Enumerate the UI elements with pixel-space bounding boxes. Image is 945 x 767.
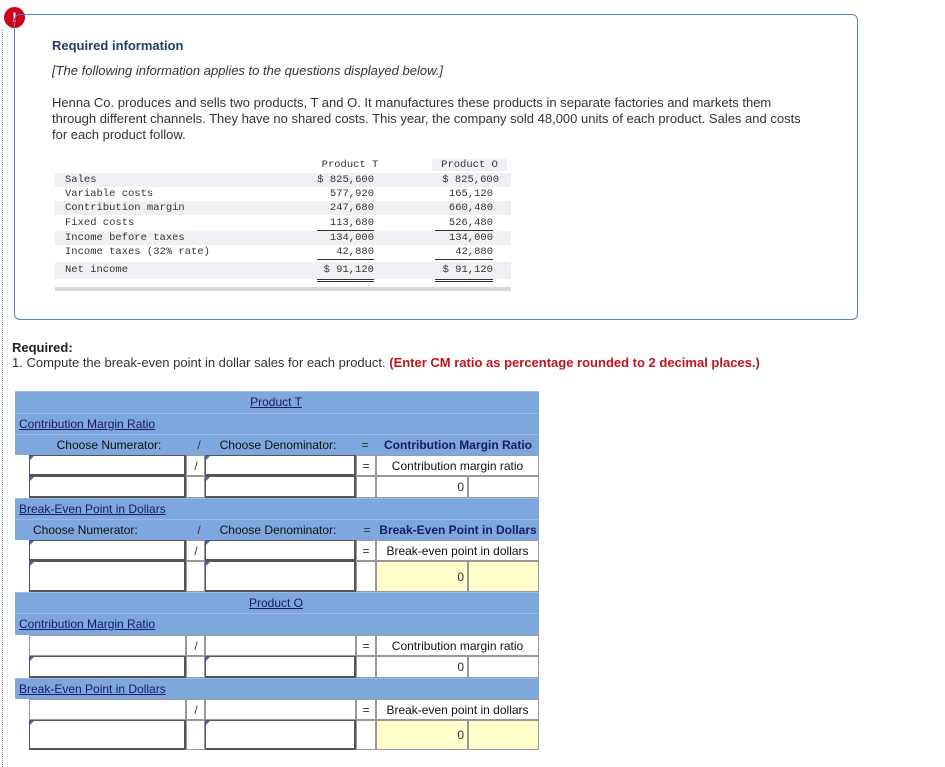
- dropdown-marker-icon: [206, 721, 210, 725]
- blank-cell: [186, 476, 205, 498]
- dropdown-marker-icon: [30, 477, 34, 481]
- product-t-value: 247,680: [329, 202, 374, 214]
- divide-symbol: /: [194, 544, 198, 558]
- row-label: Fixed costs: [65, 217, 135, 229]
- product-t-value: $ 91,120: [317, 262, 374, 282]
- cm-ratio-value: 0: [457, 480, 464, 494]
- dropdown-marker-icon: [30, 456, 34, 460]
- cm-denominator-select-t[interactable]: [205, 455, 356, 476]
- question-note: (Enter CM ratio as percentage rounded to 2 decimal places.): [389, 355, 760, 370]
- divide-symbol: /: [194, 703, 198, 717]
- be-denominator-select-t[interactable]: [205, 540, 356, 561]
- product-t-value: 134,000: [329, 232, 374, 244]
- cm-ratio-title-t: Contribution Margin Ratio: [19, 417, 156, 431]
- table-row: [55, 173, 511, 187]
- equals-symbol: =: [362, 703, 370, 717]
- blank-cell: [186, 561, 205, 592]
- question-prefix: 1. Compute the break-even point in dollar sales for each product.: [12, 355, 386, 370]
- question-text: [12, 355, 760, 370]
- left-dotted-guide: [2, 30, 3, 767]
- dropdown-marker-icon: [30, 721, 34, 725]
- equals-symbol: =: [362, 544, 370, 558]
- cm-denominator-input-o[interactable]: [205, 656, 356, 678]
- be-numerator-select-t[interactable]: [29, 540, 186, 561]
- blank-cell: [356, 656, 376, 678]
- alert-icon: !: [4, 7, 25, 28]
- table-row: [55, 216, 511, 230]
- equals-symbol: =: [362, 459, 370, 473]
- cm-denominator-blank-o: [205, 635, 356, 656]
- table-row: [55, 262, 511, 279]
- dropdown-marker-icon: [206, 657, 210, 661]
- divide-symbol: /: [194, 459, 198, 473]
- dropdown-marker-icon: [206, 456, 210, 460]
- cm-numerator-input-o[interactable]: [29, 656, 186, 678]
- choose-denominator-label: Choose Denominator:: [219, 523, 337, 537]
- blank-cell: [468, 720, 539, 750]
- product-o-value: $ 825,600: [442, 174, 499, 186]
- equals-symbol: =: [362, 639, 370, 653]
- be-denominator-input-o[interactable]: [205, 720, 356, 750]
- table-row: [55, 231, 511, 245]
- table-bottom-rule: [55, 287, 511, 291]
- dropdown-marker-icon: [206, 562, 210, 566]
- be-title-t: Break-Even Point in Dollars: [19, 502, 166, 516]
- blank-cell: [468, 561, 539, 592]
- blank-cell: [356, 476, 376, 498]
- choose-numerator-label: Choose Numerator:: [56, 438, 162, 452]
- row-label: Income taxes (32% rate): [65, 246, 210, 258]
- row-label: Income before taxes: [65, 232, 185, 244]
- dropdown-marker-icon: [30, 657, 34, 661]
- cm-numerator-blank-o: [29, 635, 186, 656]
- cm-denominator-input-t[interactable]: [205, 476, 356, 498]
- product-o-value: 134,000: [448, 232, 493, 244]
- row-label: Contribution margin: [65, 202, 185, 214]
- blank-cell: [468, 656, 539, 678]
- product-o-value: 526,480: [435, 216, 493, 231]
- dropdown-marker-icon: [30, 562, 34, 566]
- divide-symbol: /: [197, 523, 201, 537]
- column-header-product-t: Product T: [321, 159, 379, 171]
- be-result-label-o: Break-even point in dollars: [386, 703, 529, 717]
- choose-numerator-label: Choose Numerator:: [33, 523, 138, 537]
- cm-ratio-header: Contribution Margin Ratio: [384, 438, 532, 452]
- product-o-value: 42,880: [435, 245, 493, 260]
- cm-ratio-title-o: Contribution Margin Ratio: [19, 617, 156, 631]
- divide-symbol: /: [194, 639, 198, 653]
- cm-ratio-result-label-o: Contribution margin ratio: [391, 639, 524, 653]
- blank-cell: [356, 561, 376, 592]
- be-value-o: 0: [457, 728, 464, 742]
- required-heading: Required:: [12, 340, 73, 355]
- financial-statement: [55, 159, 511, 291]
- dropdown-marker-icon: [206, 477, 210, 481]
- be-value: 0: [457, 570, 464, 584]
- product-t-value: 577,920: [317, 187, 374, 202]
- blank-cell: [186, 720, 205, 750]
- product-t-value: $ 825,600: [317, 174, 374, 186]
- cm-numerator-input-t[interactable]: [29, 476, 186, 498]
- be-header: Break-Even Point in Dollars: [379, 523, 537, 537]
- equals-symbol: =: [363, 523, 371, 537]
- cm-ratio-result-label: Contribution margin ratio: [391, 459, 524, 473]
- product-o-value: 165,120: [435, 187, 493, 202]
- blank-cell: [186, 656, 205, 678]
- column-header-product-o: Product O: [432, 159, 507, 171]
- row-label: Variable costs: [65, 188, 154, 200]
- required-information-title: Required information: [52, 38, 184, 53]
- cm-ratio-value-o: 0: [457, 660, 464, 674]
- product-t-title: Product T: [250, 395, 302, 409]
- table-row: [55, 187, 511, 201]
- blank-cell: [356, 720, 376, 750]
- equals-symbol: =: [361, 438, 369, 452]
- be-numerator-input-t[interactable]: [29, 561, 186, 592]
- be-denominator-input-t[interactable]: [205, 561, 356, 592]
- product-t-value: 42,880: [317, 245, 374, 260]
- row-label: Net income: [65, 264, 129, 276]
- row-label: Sales: [65, 174, 97, 186]
- divide-symbol: /: [197, 438, 201, 452]
- be-result-label: Break-even point in dollars: [386, 544, 529, 558]
- product-o-value: $ 91,120: [435, 262, 493, 282]
- applies-note: [The following information applies to the questions displayed below.]: [52, 63, 443, 78]
- be-denominator-blank-o: [205, 699, 356, 720]
- product-t-value: 113,680: [317, 216, 374, 231]
- choose-denominator-label: Choose Denominator:: [219, 438, 337, 452]
- dropdown-marker-icon: [206, 541, 210, 545]
- be-numerator-blank-o: [29, 699, 186, 720]
- table-row: [55, 201, 511, 215]
- dropdown-marker-icon: [30, 541, 34, 545]
- be-title-o: Break-Even Point in Dollars: [19, 682, 166, 696]
- be-numerator-input-o[interactable]: [29, 720, 186, 750]
- product-o-value: 660,480: [448, 202, 493, 214]
- blank-cell: [468, 476, 539, 498]
- product-o-title: Product O: [248, 596, 304, 610]
- table-row: [55, 245, 511, 259]
- cm-numerator-select-t[interactable]: [29, 455, 186, 476]
- problem-description: Henna Co. produces and sells two products, T and O. It manufactures these products in separate factories and markets them through different channels. They have no shared costs. This year, the company sold 48,000 units of each product. Sales and costs for each product follow.: [52, 95, 801, 142]
